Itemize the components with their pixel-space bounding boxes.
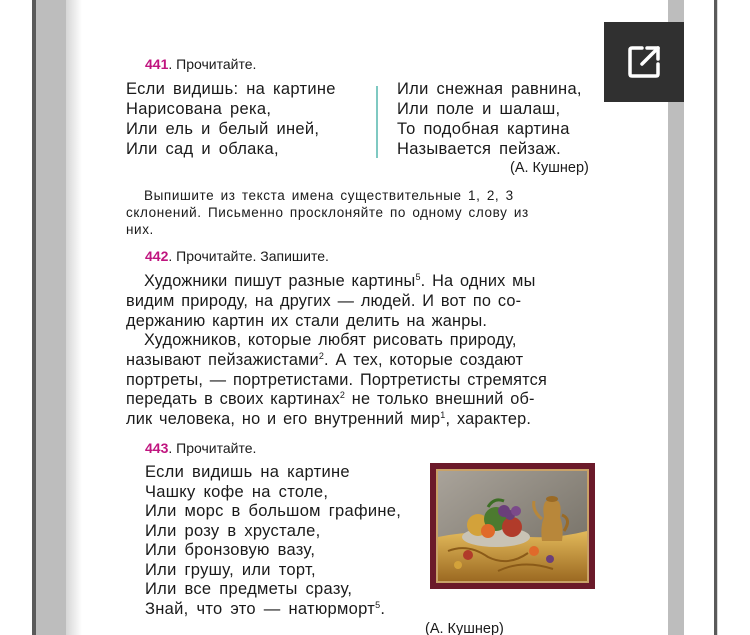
exercise-instruction: . Прочитайте. — [168, 440, 257, 456]
poem-443-line-6: Или грушу, или торт, — [145, 561, 316, 579]
text-442-p1-line-1: Художники пишут разные картины$^5$. На одних мы — [144, 272, 536, 290]
text-442-p1-line-3: держанию картин их стали делить на жанры. — [126, 312, 488, 330]
exercise-instruction: . Прочитайте. Запишите. — [168, 248, 329, 264]
task-441-line-3: них. — [126, 222, 154, 237]
task-441-line-1: Выпишите из текста имена существительные 1, 2, 3 — [144, 188, 514, 203]
viewer-right-margin — [684, 0, 714, 635]
text-442-p2-line-4: передать в своих картинах$^2$ не только внешний об- — [126, 390, 535, 408]
poem-441-left-line-4: Или сад и облака, — [126, 140, 279, 158]
poem-divider — [376, 86, 378, 158]
text-442-p2-line-3: портреты, — портретистами. Портретисты стремятся — [126, 371, 547, 389]
still-life-image — [438, 471, 587, 581]
poem-441-left-line-2: Нарисована река, — [126, 100, 272, 118]
exercise-instruction: . Прочитайте. — [168, 56, 257, 72]
still-life-painting — [430, 463, 595, 589]
poem-441-author: (А. Кушнер) — [510, 160, 589, 176]
poem-443-line-4: Или розу в хрустале, — [145, 522, 321, 540]
poem-443-line-3: Или морс в большом графине, — [145, 502, 402, 520]
exercise-442-title — [145, 248, 329, 264]
poem-441-left-line-1: Если видишь: на картине — [126, 80, 336, 98]
poem-441-right-line-3: То подобная картина — [397, 120, 570, 138]
poem-441-left-line-3: Или ель и белый иней, — [126, 120, 320, 138]
poem-441-right-line-1: Или снежная равнина, — [397, 80, 582, 98]
poem-443-line-7: Или все предметы сразу, — [145, 580, 353, 598]
exercise-number: 441 — [145, 56, 169, 72]
poem-443-line-5: Или бронзовую вазу, — [145, 541, 316, 559]
text-442-p2-line-1: Художников, которые любят рисовать природу, — [144, 331, 517, 349]
text-442-p2-line-2: называют пейзажистами$^2$. А тех, которые создают — [126, 351, 524, 369]
exercise-441-title — [145, 56, 256, 72]
viewer-left-gutter — [36, 0, 66, 635]
viewer-left-margin — [0, 0, 34, 635]
external-link-icon — [624, 42, 664, 82]
poem-443-line-1: Если видишь на картине — [145, 463, 350, 481]
poem-441-right-line-2: Или поле и шалаш, — [397, 100, 561, 118]
exercise-number: 442 — [145, 248, 169, 264]
text-442-p1-line-2: видим природу, на других — людей. И вот по со- — [126, 292, 522, 310]
poem-443-line-2: Чашку кофе на столе, — [145, 483, 329, 501]
poem-443-author: (А. Кушнер) — [425, 621, 504, 635]
poem-441-right-line-4: Называется пейзаж. — [397, 140, 561, 158]
task-441-line-2: склонений. Письменно просклоняйте по одному слову из — [126, 205, 529, 220]
poem-443-line-8: Знай, что это — натюрморт$^5$. — [145, 600, 386, 618]
exercise-number: 443 — [145, 440, 169, 456]
page-shadow — [66, 0, 82, 635]
text-442-p2-line-5: лик человека, но и его внутренний мир$^1$, характер. — [126, 410, 532, 428]
exercise-443-title — [145, 440, 256, 456]
open-external-button[interactable] — [604, 22, 684, 102]
viewer-right-outer — [717, 0, 750, 635]
